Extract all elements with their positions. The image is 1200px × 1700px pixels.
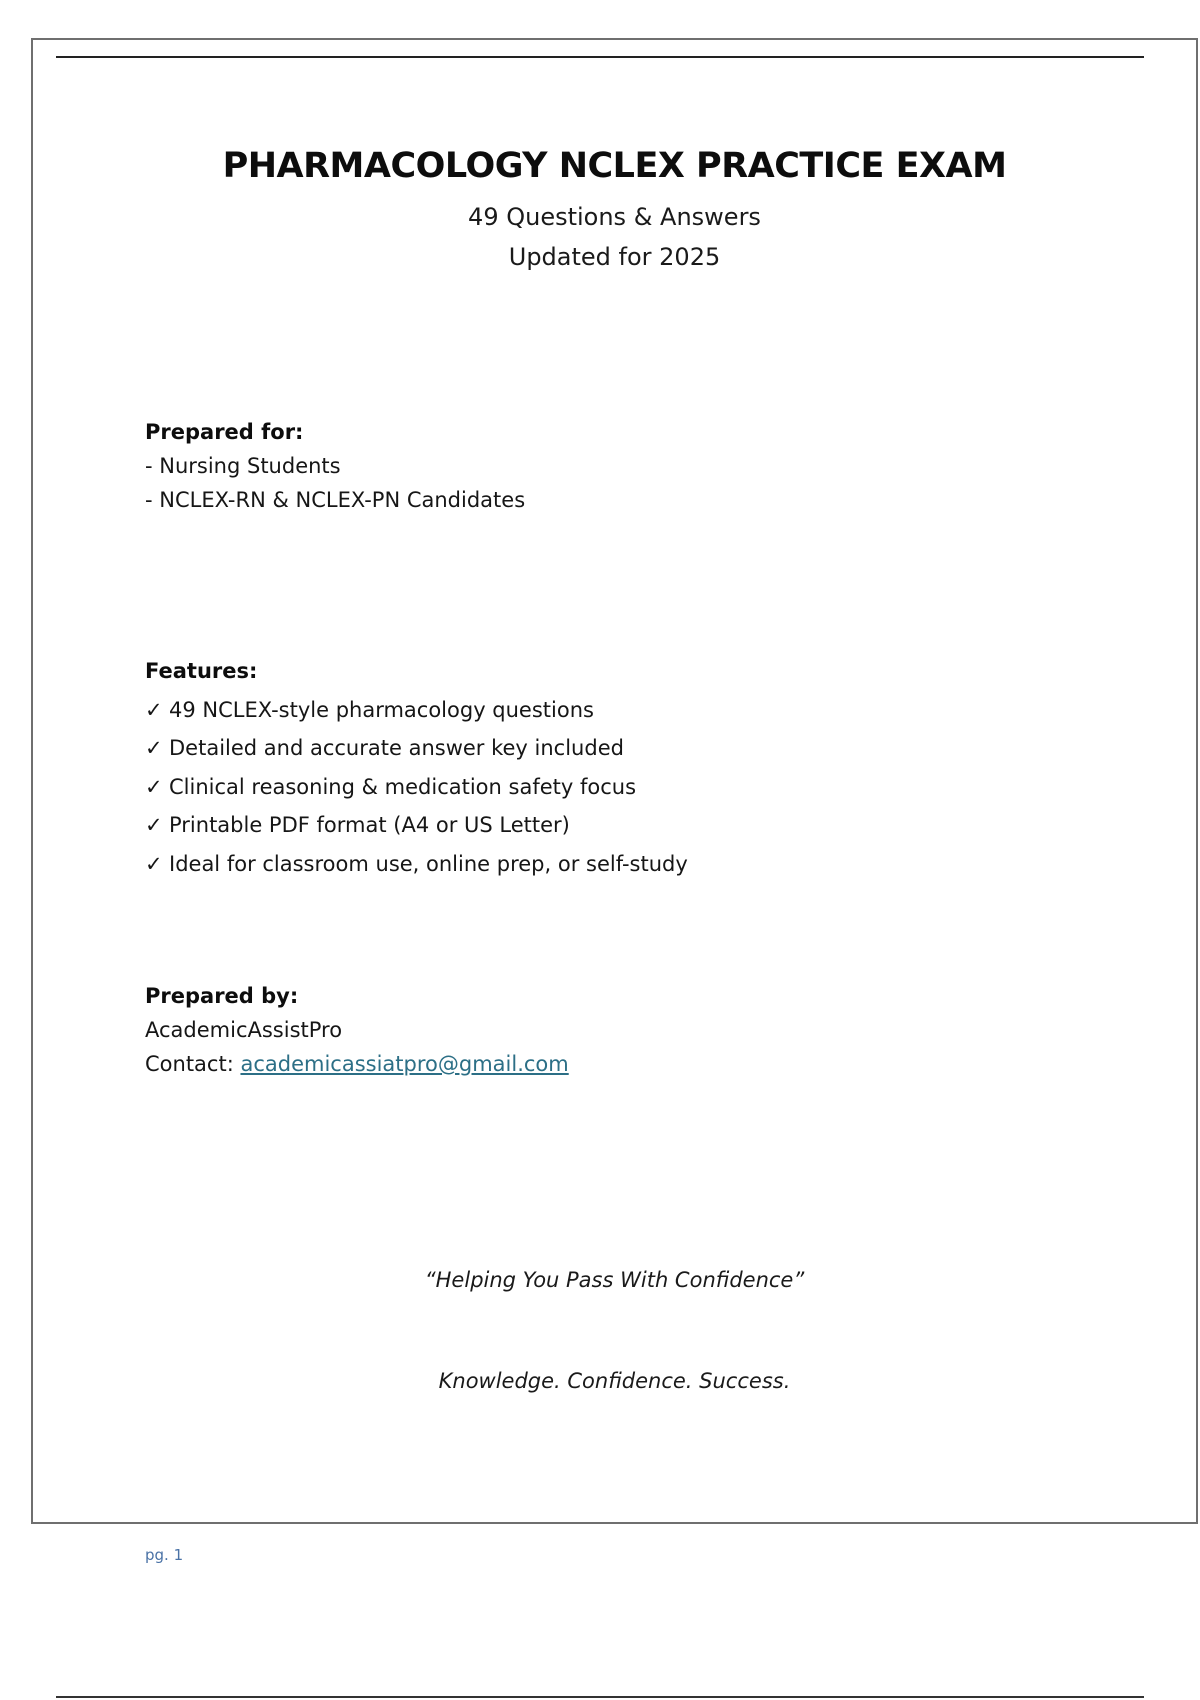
header-rule [56, 56, 1144, 58]
feature-text: Detailed and accurate answer key included [169, 736, 624, 760]
checkmark-icon: ✓ [145, 697, 163, 722]
feature-item [145, 768, 688, 807]
prepared-for-item: - Nursing Students [145, 454, 341, 478]
contact-line [145, 1047, 569, 1081]
page-number: pg. 1 [145, 1546, 184, 1564]
document-update-note: Updated for 2025 [508, 243, 721, 271]
feature-item [145, 806, 688, 845]
checkmark-icon: ✓ [145, 736, 163, 760]
footer-rule [56, 1696, 1144, 1698]
feature-item [145, 729, 688, 768]
feature-text: Printable PDF format (A4 or US Letter) [169, 813, 570, 837]
document-subtitle: 49 Questions & Answers [468, 203, 761, 231]
contact-email-link[interactable]: academicassiatpro@gmail.com [240, 1052, 569, 1076]
prepared-by-heading: Prepared by: [145, 984, 299, 1008]
prepared-for-section [145, 415, 525, 517]
feature-text: Clinical reasoning & medication safety focus [169, 774, 637, 799]
checkmark-icon: ✓ [145, 813, 163, 837]
feature-text: 49 NCLEX-style pharmacology questions [169, 697, 594, 722]
feature-item [145, 845, 688, 884]
prepared-by-section [145, 979, 569, 1081]
checkmark-icon: ✓ [145, 851, 163, 876]
checkmark-icon: ✓ [145, 774, 163, 799]
features-heading: Features: [145, 659, 258, 683]
author-name: AcademicAssistPro [145, 1018, 343, 1042]
feature-text: Ideal for classroom use, online prep, or self-study [169, 851, 688, 876]
tagline-quote: “Helping You Pass With Confidence” [424, 1268, 805, 1292]
features-section [145, 652, 688, 883]
contact-label: Contact: [145, 1052, 241, 1076]
feature-item [145, 691, 688, 730]
prepared-for-item: - NCLEX-RN & NCLEX-PN Candidates [145, 488, 526, 512]
document-title: PHARMACOLOGY NCLEX PRACTICE EXAM [222, 146, 1007, 186]
tagline-motto: Knowledge. Confidence. Success. [438, 1369, 791, 1393]
prepared-for-heading: Prepared for: [145, 420, 304, 444]
